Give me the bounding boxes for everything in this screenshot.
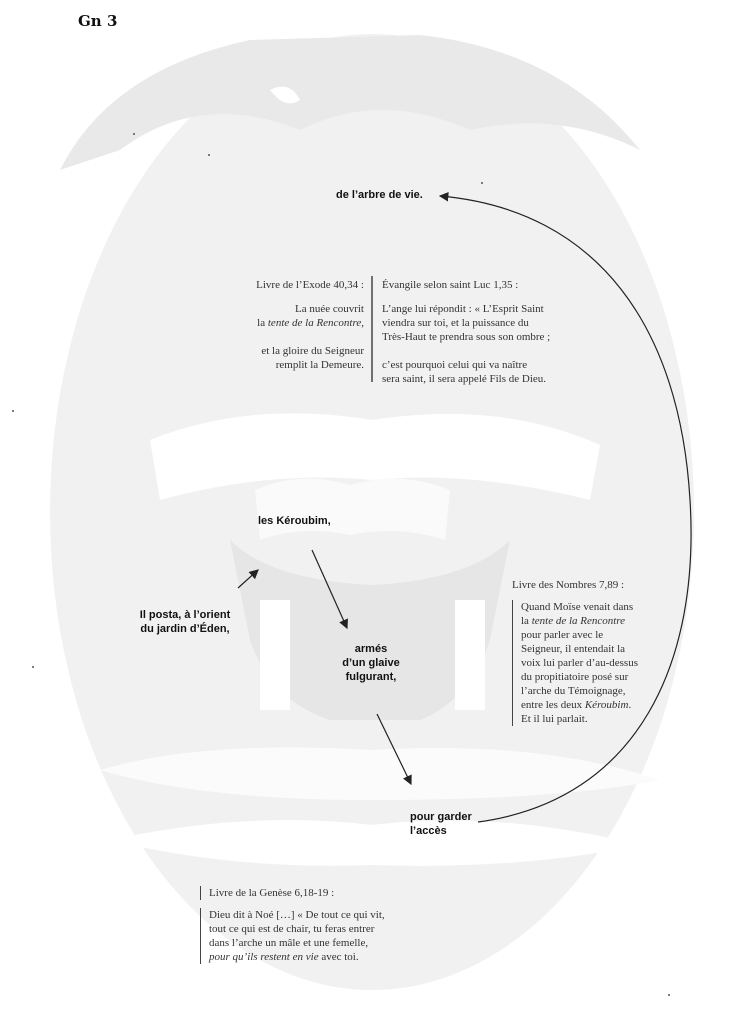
luke-quote (382, 278, 582, 386)
numbers-line: voix lui parler d’au-dessus (521, 657, 638, 669)
armed-line: fulgurant, (345, 671, 397, 683)
scan-speck (12, 410, 14, 412)
keroubim-label: les Kéroubim, (258, 515, 331, 527)
numbers-body (512, 600, 652, 726)
exodus-line-italic: tente de la Rencontre (267, 317, 362, 329)
numbers-quote (512, 578, 652, 726)
page-label: Gn 3 (78, 12, 118, 30)
genesis-line: dans l’arche un mâle et une femelle, (209, 937, 369, 949)
genesis-heading: Livre de la Genèse 6,18-19 : (200, 886, 430, 900)
numbers-line: du propitiatoire posé sur (521, 671, 629, 683)
numbers-line-prefix: entre les deux (521, 699, 585, 711)
numbers-line: l’arche du Témoignage, (521, 685, 626, 697)
exodus-line: remplit la Demeure. (275, 359, 364, 371)
arrow-placed-to-keroubim (238, 570, 258, 588)
luke-heading: Évangile selon saint Luc 1,35 : (382, 279, 519, 291)
luke-line: Très-Haut te prendra sous son ombre ; (382, 331, 551, 343)
exodus-line: et la gloire du Seigneur (261, 345, 364, 357)
numbers-line: Seigneur, il entendait la (521, 643, 626, 655)
exodus-line-prefix: la (257, 317, 268, 329)
genesis-body (200, 908, 430, 964)
numbers-line-suffix: . (628, 699, 632, 711)
he-placed-label (124, 608, 246, 636)
scan-speck (133, 133, 135, 135)
numbers-line: pour parler avec le (521, 629, 604, 641)
numbers-line: Et il lui parlait. (521, 713, 588, 725)
numbers-line-italic: Kéroubim (584, 699, 629, 711)
numbers-line: Quand Moïse venait dans (521, 601, 634, 613)
guard-line: pour garder (410, 811, 472, 823)
arrow-armed-to-guard (377, 714, 411, 784)
luke-line: L’ange lui répondit : « L’Esprit Saint (382, 303, 544, 315)
luke-line: sera saint, il sera appelé Fils de Dieu. (382, 373, 547, 385)
scan-speck (32, 666, 34, 668)
genesis-line-italic: pour qu’ils restent en vie (209, 951, 319, 963)
numbers-line-italic: tente de la Rencontre (531, 615, 626, 627)
armed-label (330, 642, 412, 684)
numbers-line (521, 698, 652, 712)
arrow-keroubim-to-armed (312, 550, 347, 628)
exodus-heading: Livre de l’Exode 40,34 : (256, 279, 364, 291)
genesis-quote (200, 886, 430, 964)
armed-line: d’un glaive (342, 657, 400, 669)
luke-line: viendra sur toi, et la puissance du (382, 317, 529, 329)
exodus-line: La nuée couvrit (294, 303, 364, 315)
numbers-line (521, 614, 652, 628)
scan-speck (481, 182, 483, 184)
scan-speck (668, 994, 670, 996)
numbers-line-prefix: la (521, 615, 532, 627)
armed-line: armés (354, 643, 388, 655)
numbers-heading: Livre des Nombres 7,89 : (512, 579, 625, 591)
luke-line: c’est pourquoi celui qui va naître (382, 359, 528, 371)
he-placed-line: du jardin d’Éden, (140, 623, 230, 635)
scan-speck (208, 154, 210, 156)
genesis-line: tout ce qui est de chair, tu feras entrer (209, 923, 375, 935)
guard-label (410, 810, 472, 838)
genesis-line (209, 950, 430, 964)
genesis-line: Dieu dit à Noé […] « De tout ce qui vit, (209, 909, 385, 921)
exodus-line (170, 316, 364, 330)
genesis-line-suffix: avec toi. (318, 951, 359, 963)
exodus-quote (170, 278, 364, 372)
guard-line: l’accès (410, 825, 447, 837)
exodus-line-suffix: , (361, 317, 364, 329)
tree-of-life-label: de l’arbre de vie. (336, 189, 423, 201)
he-placed-line: Il posta, à l’orient (139, 609, 231, 621)
